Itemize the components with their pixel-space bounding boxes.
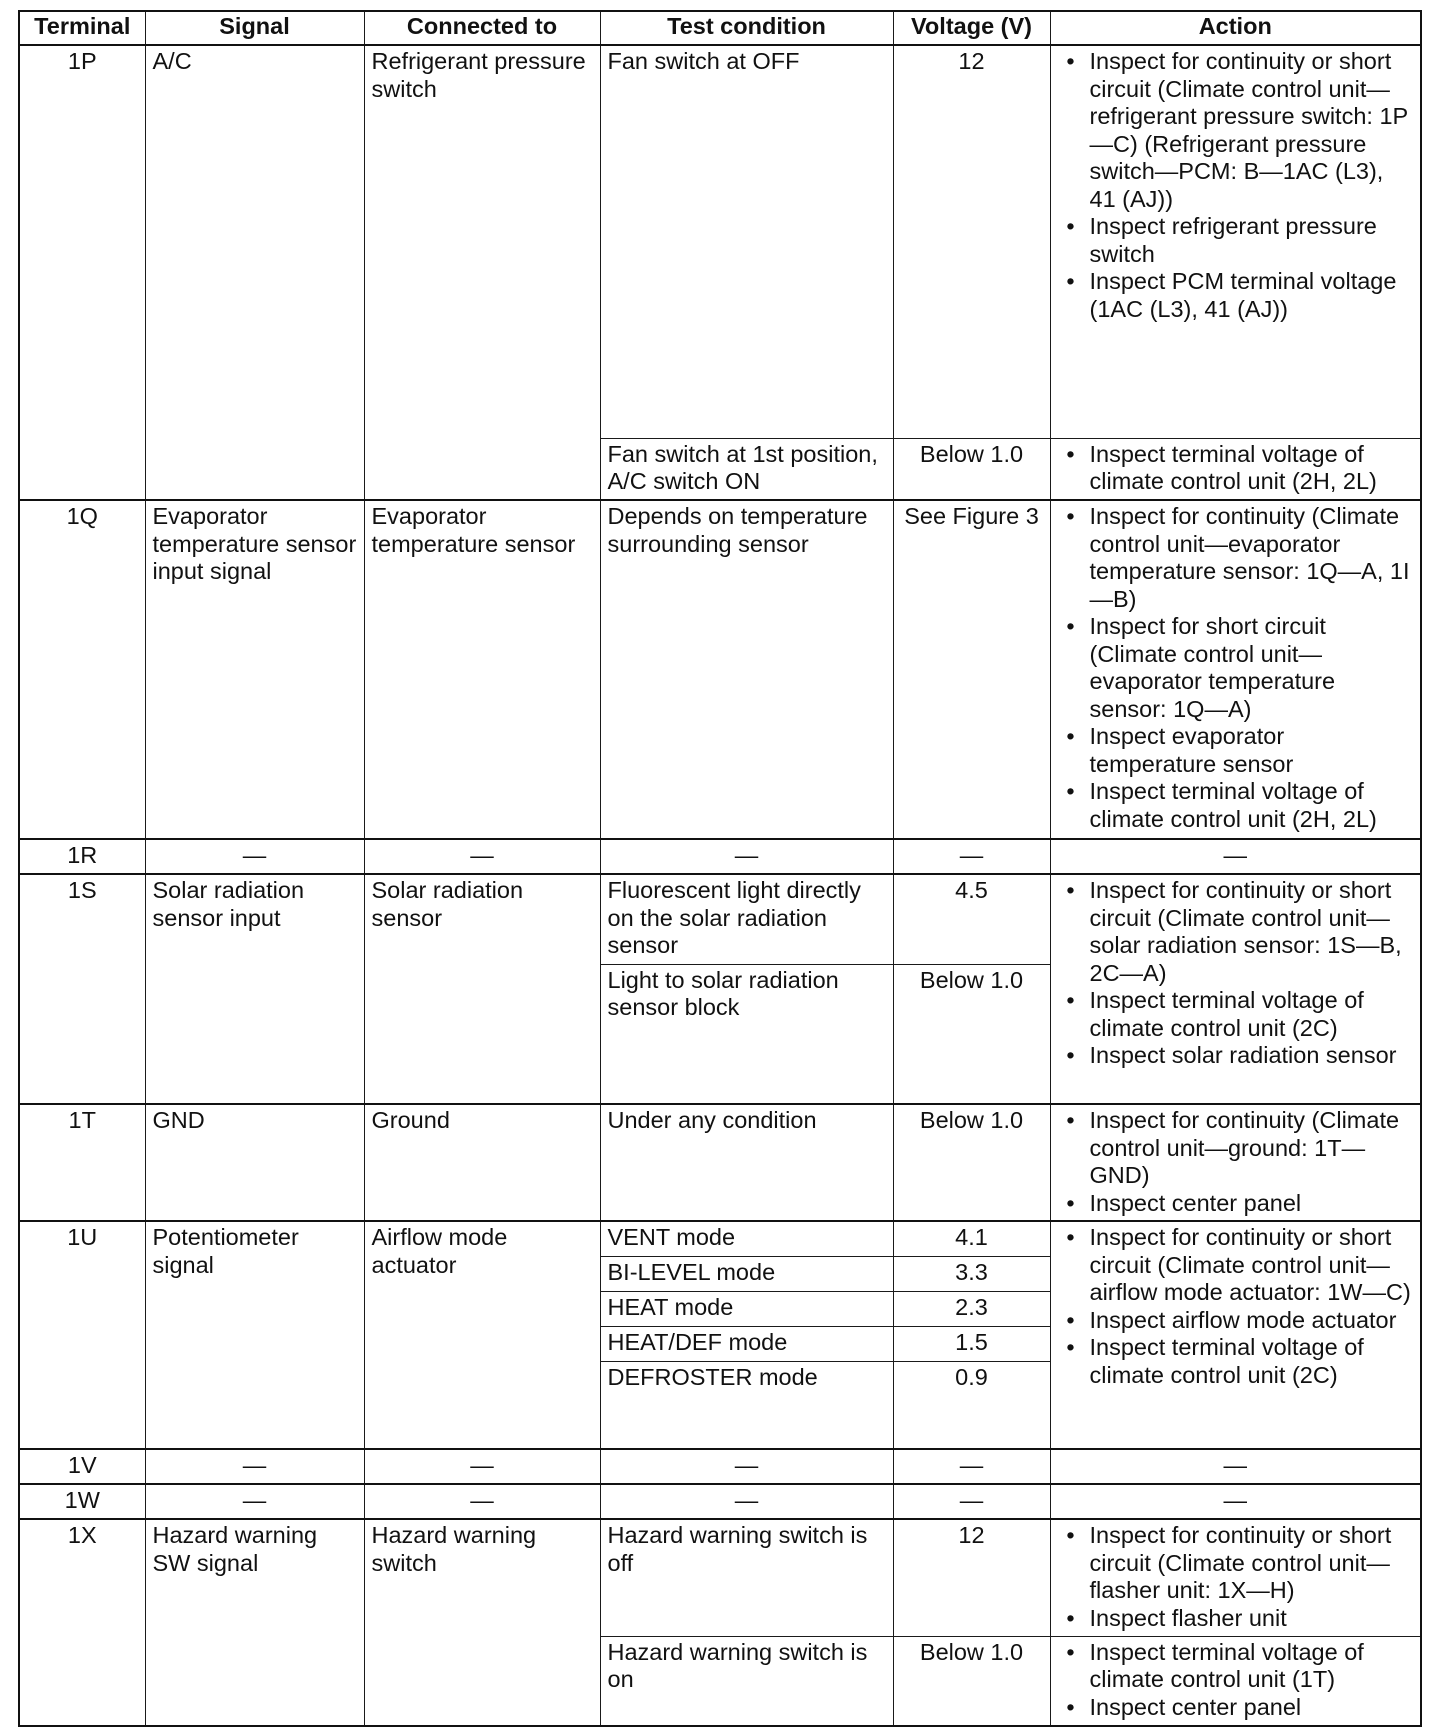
- condition-cell: Hazard warning switch is on: [600, 1636, 893, 1726]
- action-cell: [1050, 1221, 1421, 1449]
- table-row-1p: [19, 45, 1421, 438]
- connected-to-cell: Refrigerant pressure switch: [364, 45, 600, 500]
- connected-to-cell: —: [364, 839, 600, 874]
- bullet-icon: •: [1066, 1334, 1075, 1360]
- bullet-icon: •: [1066, 1604, 1075, 1631]
- header-signal: Signal: [145, 11, 364, 45]
- condition-cell: —: [600, 1484, 893, 1519]
- connected-to-cell: —: [364, 1484, 600, 1519]
- action-cell: [1050, 874, 1421, 1104]
- condition-cell: DEFROSTER mode: [600, 1361, 893, 1449]
- terminal-voltage-table: [18, 10, 1422, 1727]
- voltage-cell: 12: [893, 1519, 1050, 1636]
- action-item: • Inspect terminal voltage of climate control unit (1T): [1058, 1639, 1414, 1694]
- action-item: • Inspect terminal voltage of climate control unit (2C): [1058, 1334, 1414, 1389]
- voltage-cell: See Figure 3: [893, 500, 1050, 839]
- condition-cell: —: [600, 1449, 893, 1484]
- action-item: • Inspect for continuity or short circuit (Climate control unit—refrigerant pressure switch: 1P—C) (Refrigerant pressure switch—PCM: B—1AC (L3), 41 (AJ)): [1058, 48, 1414, 213]
- condition-cell: —: [600, 839, 893, 874]
- connected-to-cell: Hazard warning switch: [364, 1519, 600, 1726]
- voltage-cell: —: [893, 1484, 1050, 1519]
- voltage-cell: Below 1.0: [893, 964, 1050, 1104]
- terminal-cell: 1R: [19, 839, 145, 874]
- bullet-icon: •: [1066, 1306, 1075, 1333]
- bullet-icon: •: [1066, 1224, 1075, 1250]
- action-item: • Inspect refrigerant pressure switch: [1058, 213, 1414, 268]
- signal-cell: A/C: [145, 45, 364, 500]
- bullet-icon: •: [1066, 778, 1075, 804]
- bullet-icon: •: [1066, 877, 1075, 903]
- action-item: • Inspect flasher unit: [1058, 1605, 1414, 1633]
- action-item: • Inspect evaporator temperature sensor: [1058, 723, 1414, 778]
- voltage-cell: Below 1.0: [893, 1636, 1050, 1726]
- terminal-cell: 1T: [19, 1104, 145, 1221]
- header-voltage: Voltage (V): [893, 11, 1050, 45]
- connected-to-cell: Airflow mode actuator: [364, 1221, 600, 1449]
- condition-cell: VENT mode: [600, 1221, 893, 1256]
- voltage-cell: 12: [893, 45, 1050, 438]
- condition-cell: Fluorescent light directly on the solar radiation sensor: [600, 874, 893, 964]
- action-item: • Inspect for continuity (Climate control unit—ground: 1T—GND): [1058, 1107, 1414, 1190]
- action-item: • Inspect solar radiation sensor: [1058, 1042, 1414, 1070]
- action-item: • Inspect PCM terminal voltage (1AC (L3), 41 (AJ)): [1058, 268, 1414, 323]
- action-item: • Inspect for continuity or short circuit (Climate control unit—flasher unit: 1X—H): [1058, 1522, 1414, 1605]
- table-row-1v: [19, 1449, 1421, 1484]
- voltage-cell: 4.5: [893, 874, 1050, 964]
- voltage-cell: 0.9: [893, 1361, 1050, 1449]
- action-item: • Inspect airflow mode actuator: [1058, 1307, 1414, 1335]
- action-cell: —: [1050, 1449, 1421, 1484]
- condition-cell: Fan switch at 1st position, A/C switch ON: [600, 438, 893, 500]
- voltage-cell: Below 1.0: [893, 1104, 1050, 1221]
- header-row: [19, 11, 1421, 45]
- signal-cell: —: [145, 1484, 364, 1519]
- condition-cell: HEAT/DEF mode: [600, 1326, 893, 1361]
- action-item: • Inspect terminal voltage of climate control unit (2C): [1058, 987, 1414, 1042]
- signal-cell: Potentiometer signal: [145, 1221, 364, 1449]
- voltage-cell: 1.5: [893, 1326, 1050, 1361]
- voltage-cell: —: [893, 1449, 1050, 1484]
- terminal-cell: 1U: [19, 1221, 145, 1449]
- action-cell: [1050, 1104, 1421, 1221]
- bullet-icon: •: [1066, 503, 1075, 529]
- bullet-icon: •: [1066, 213, 1075, 239]
- table-row-1r: [19, 839, 1421, 874]
- action-cell: [1050, 45, 1421, 438]
- header-connected-to: Connected to: [364, 11, 600, 45]
- bullet-icon: •: [1066, 1693, 1075, 1720]
- bullet-icon: •: [1066, 723, 1075, 749]
- action-cell: [1050, 1519, 1421, 1636]
- header-terminal: Terminal: [19, 11, 145, 45]
- signal-cell: GND: [145, 1104, 364, 1221]
- signal-cell: —: [145, 1449, 364, 1484]
- signal-cell: Hazard warning SW signal: [145, 1519, 364, 1726]
- action-cell: [1050, 438, 1421, 500]
- connected-to-cell: Ground: [364, 1104, 600, 1221]
- action-cell: [1050, 1636, 1421, 1726]
- table-row-1u: [19, 1221, 1421, 1256]
- bullet-icon: •: [1066, 1638, 1075, 1665]
- condition-cell: Under any condition: [600, 1104, 893, 1221]
- terminal-cell: 1V: [19, 1449, 145, 1484]
- terminal-cell: 1W: [19, 1484, 145, 1519]
- terminal-cell: 1X: [19, 1519, 145, 1726]
- signal-cell: Evaporator temperature sensor input signal: [145, 500, 364, 839]
- bullet-icon: •: [1066, 1189, 1075, 1216]
- table-row-1q: [19, 500, 1421, 839]
- action-cell: —: [1050, 1484, 1421, 1519]
- action-item: • Inspect terminal voltage of climate control unit (2H, 2L): [1058, 778, 1414, 833]
- bullet-icon: •: [1066, 613, 1075, 639]
- action-cell: —: [1050, 839, 1421, 874]
- action-item: • Inspect terminal voltage of climate control unit (2H, 2L): [1058, 441, 1414, 496]
- terminal-cell: 1S: [19, 874, 145, 1104]
- table-row-1s: [19, 874, 1421, 964]
- voltage-cell: 4.1: [893, 1221, 1050, 1256]
- condition-cell: Light to solar radiation sensor block: [600, 964, 893, 1104]
- bullet-icon: •: [1066, 1107, 1075, 1133]
- action-item: • Inspect for continuity (Climate control unit—evaporator temperature sensor: 1Q—A, 1I—B): [1058, 503, 1414, 613]
- bullet-icon: •: [1066, 48, 1075, 74]
- terminal-cell: 1P: [19, 45, 145, 500]
- connected-to-cell: —: [364, 1449, 600, 1484]
- terminal-voltage-sheet: [18, 10, 1420, 1727]
- condition-cell: Fan switch at OFF: [600, 45, 893, 438]
- voltage-cell: 3.3: [893, 1256, 1050, 1291]
- action-cell: [1050, 500, 1421, 839]
- bullet-icon: •: [1066, 987, 1075, 1013]
- voltage-cell: —: [893, 839, 1050, 874]
- signal-cell: Solar radiation sensor input: [145, 874, 364, 1104]
- voltage-cell: Below 1.0: [893, 438, 1050, 500]
- connected-to-cell: Solar radiation sensor: [364, 874, 600, 1104]
- action-item: • Inspect for short circuit (Climate control unit—evaporator temperature sensor: 1Q—A): [1058, 613, 1414, 723]
- action-item: • Inspect for continuity or short circuit (Climate control unit—airflow mode actuator: 1W—C): [1058, 1224, 1414, 1307]
- table-row-1x: [19, 1519, 1421, 1636]
- bullet-icon: •: [1066, 268, 1075, 294]
- table-row-1t: [19, 1104, 1421, 1221]
- bullet-icon: •: [1066, 1522, 1075, 1548]
- bullet-icon: •: [1066, 1042, 1075, 1068]
- bullet-icon: •: [1066, 440, 1075, 467]
- condition-cell: HEAT mode: [600, 1291, 893, 1326]
- action-item: • Inspect center panel: [1058, 1694, 1414, 1722]
- action-item: • Inspect for continuity or short circuit (Climate control unit—solar radiation sensor: 1S—B, 2C—A): [1058, 877, 1414, 987]
- voltage-cell: 2.3: [893, 1291, 1050, 1326]
- header-action: Action: [1050, 11, 1421, 45]
- table-row-1w: [19, 1484, 1421, 1519]
- condition-cell: Hazard warning switch is off: [600, 1519, 893, 1636]
- condition-cell: Depends on temperature surrounding sensor: [600, 500, 893, 839]
- condition-cell: BI-LEVEL mode: [600, 1256, 893, 1291]
- header-test-condition: Test condition: [600, 11, 893, 45]
- terminal-cell: 1Q: [19, 500, 145, 839]
- action-item: • Inspect center panel: [1058, 1190, 1414, 1218]
- signal-cell: —: [145, 839, 364, 874]
- connected-to-cell: Evaporator temperature sensor: [364, 500, 600, 839]
